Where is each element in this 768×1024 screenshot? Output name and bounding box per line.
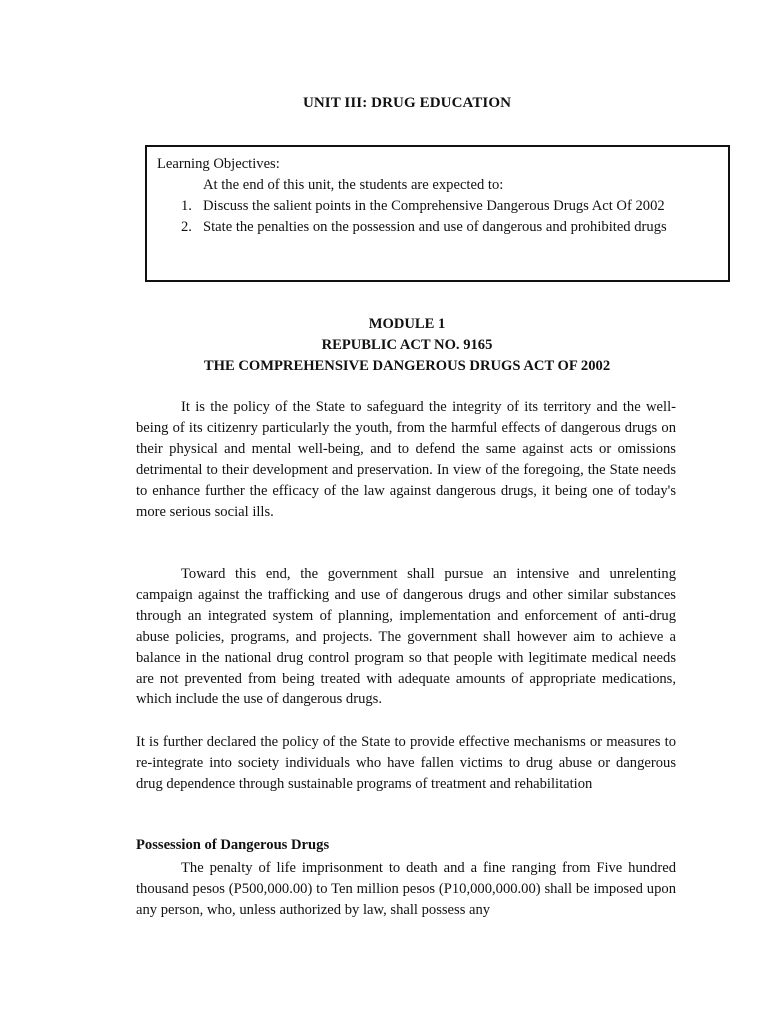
unit-title: UNIT III: DRUG EDUCATION xyxy=(302,95,512,111)
act-title: THE COMPREHENSIVE DANGEROUS DRUGS ACT OF 2002 xyxy=(203,357,611,374)
objective-text: Discuss the salient points in the Comprehensive Dangerous Drugs Act Of 2002 xyxy=(203,198,665,214)
objectives-intro: At the end of this unit, the students are expected to: xyxy=(203,177,504,193)
paragraph-campaign: Toward this end, the government shall pursue an intensive and unrelenting campaign against the trafficking and use of dangerous drugs and other similar substances through an integrated system of planning, implementation and enforcement of anti-drug abuse policies, programs, and projects. The government shall however aim to achieve a balance in the national drug control program so that people with legitimate medical needs are not prevented from being treated with adequate amounts of appropriate medications, which include the use of dangerous drugs. xyxy=(136,566,676,708)
objective-number: 1. xyxy=(181,198,192,214)
paragraph-policy: It is the policy of the State to safeguard the integrity of its territory and the well-being of its citizenry particularly the youth, from the harmful effects of dangerous drugs on their physical and mental well-being, and to defend the same against acts or omissions detrimental to their development and preservation. In view of the foregoing, the State needs to enhance further the efficacy of the law against dangerous drugs, it being one of today's more serious social ills. xyxy=(136,399,676,520)
paragraph-possession: The penalty of life imprisonment to death and a fine ranging from Five hundred thousand pesos (P500,000.00) to Ten million pesos (P10,000,000.00) shall be imposed upon any person, who, unless authorized by law, shall possess any xyxy=(136,860,676,918)
objective-text: State the penalties on the possession and use of dangerous and prohibited drugs xyxy=(203,218,667,235)
objective-item xyxy=(181,196,701,217)
paragraph-reintegration: It is further declared the policy of the State to provide effective mechanisms or measures to re-integrate into society individuals who have fallen victims to drug abuse or dangerous drug dependence through sustainable programs of treatment and rehabilitation xyxy=(136,734,676,792)
objectives-heading: Learning Objectives: xyxy=(157,156,280,172)
module-heading xyxy=(0,314,768,376)
objectives-list xyxy=(181,196,701,238)
objective-item xyxy=(181,217,701,238)
republic-act-number: REPUBLIC ACT NO. 9165 xyxy=(321,336,493,353)
section-heading-possession: Possession of Dangerous Drugs xyxy=(136,837,330,853)
module-number: MODULE 1 xyxy=(368,316,446,332)
learning-objectives-box xyxy=(145,145,730,282)
objective-number: 2. xyxy=(181,218,192,235)
